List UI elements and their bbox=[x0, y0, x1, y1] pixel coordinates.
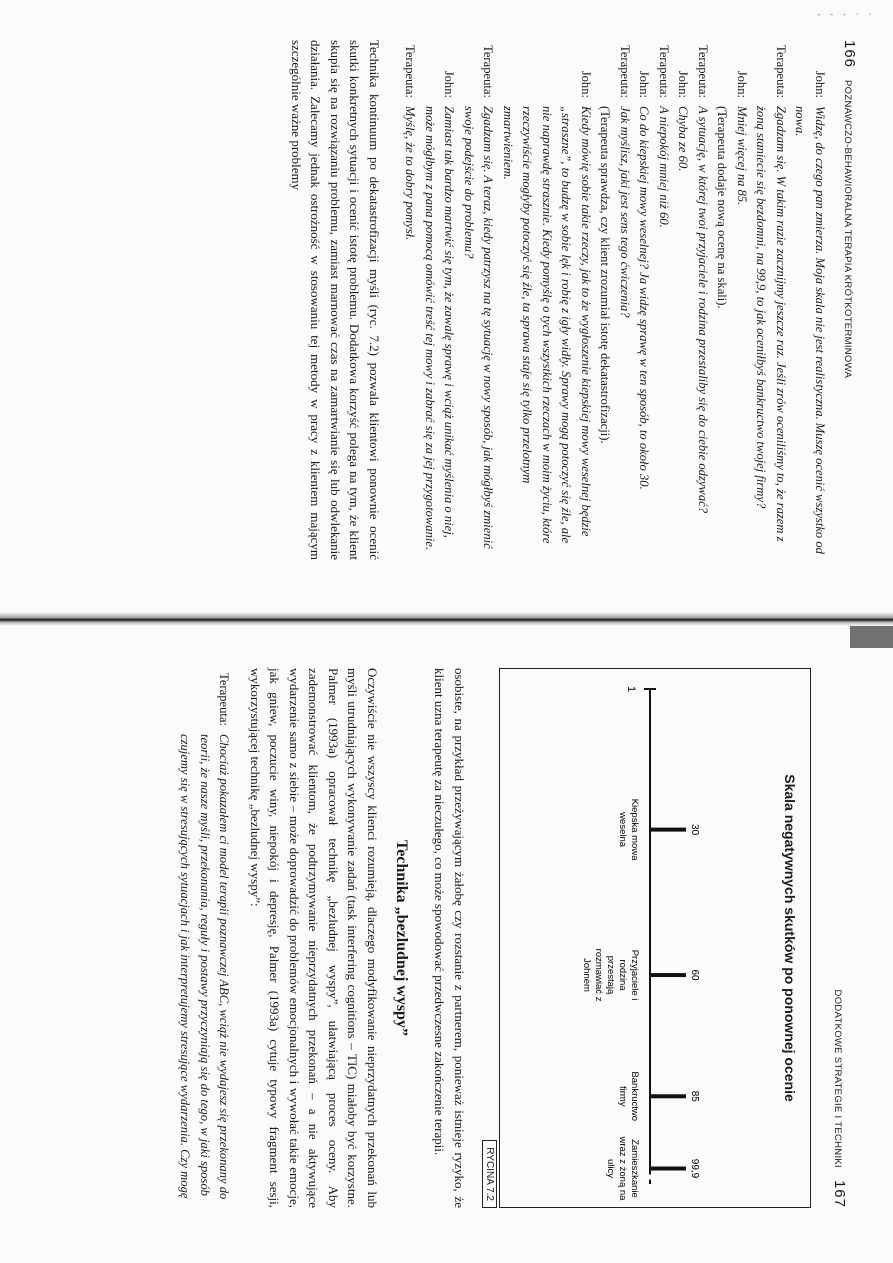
dialog-turn bbox=[420, 40, 459, 560]
dialog-turn bbox=[498, 40, 596, 560]
scale-caption: przestają bbox=[605, 955, 616, 995]
paragraph: Technika kontinuum po dekatastrofizacji myśli (ryc. 7.2) pozwala klientowi ponownie ocenić skutki konkretnych sytuacji i ocenić istotę problemu. Dodatkowa korzyść polega na tym, że klient skupia się na rozwiązaniu problemu, zamiast marnować czas na zamartwianie się lub odwlekanie działania. Zalecamy jednak ostrożność w stosowaniu tej metody w pracy z klientem mającym szczególnie ważne problemy bbox=[289, 40, 382, 560]
speaker-label: John: bbox=[676, 70, 691, 98]
scale-caption: firmy bbox=[617, 1085, 628, 1107]
dialog-block bbox=[400, 40, 829, 560]
section-title: Technika „bezludnej wyspy” bbox=[393, 840, 410, 1036]
speech-text: Mniej więcej na 85. bbox=[735, 106, 749, 206]
speech-text: Kiedy mówię sobie takie rzeczy, jak to że wygłoszenie kiepskiej mowy weselnej będzie „straszne”, to budzę w sobie lęk i robię z igły widły. Sprawy mogą potoczyć się źle, ale nie naprawdę strasznie. Kiedy pomyślę o tych wszystkich rzeczach w moim życiu, które rzeczywiście mogłyby potoczyć się źle, ta sprawa staje się tylko przelotnym zmartwieniem. bbox=[501, 106, 593, 544]
page-166-content bbox=[10, 0, 890, 600]
dialog-block bbox=[175, 668, 234, 1208]
scale-caption: wraz z żoną na bbox=[617, 1136, 628, 1201]
scale-mark bbox=[650, 828, 686, 832]
scale-caption: Bankructwo bbox=[629, 1071, 640, 1122]
speech-text: Zgadzam się. W takim razie zacznijmy jeszcze raz. Jeśli zrów oceniliśmy to, że razem z żoną staniecie się bezdomni, na 99,9, to jak oceniłbyś bankructwo twojej firmy? bbox=[754, 106, 788, 542]
dialog-turn bbox=[654, 40, 674, 560]
speaker-label: Terapeuta: bbox=[618, 45, 632, 98]
speaker-label bbox=[712, 40, 732, 106]
speaker-label: Terapeuta: bbox=[403, 45, 418, 98]
scale-caption: Zamieszkanie bbox=[629, 1139, 640, 1198]
speaker-label: John: bbox=[813, 70, 827, 98]
scale-caption: Johnem bbox=[581, 958, 592, 992]
dialog-turn bbox=[175, 668, 234, 1208]
dialog-turn bbox=[673, 40, 693, 560]
page-166 bbox=[0, 0, 893, 615]
dialog-turn bbox=[732, 40, 752, 560]
dialog-turn bbox=[693, 40, 713, 560]
scale-mark bbox=[650, 973, 686, 977]
scale-caption: rozmawiać z bbox=[593, 948, 604, 1002]
speaker-label: Terapeuta: bbox=[217, 673, 232, 726]
dialog-turn bbox=[459, 40, 498, 560]
dialog-turn bbox=[400, 40, 420, 560]
figure-caption: RYCINA 7.2 bbox=[482, 1140, 497, 1208]
speaker-label: Terapeuta: bbox=[696, 45, 710, 98]
running-head-text: POZNAWCZO-BEHAWIORALNA TERAPIA KRÓTKOTERMINOWA bbox=[842, 80, 853, 379]
speech-text: (Terapeuta dodaje nową ocenę na skali). bbox=[715, 106, 730, 309]
speaker-label: John: bbox=[735, 70, 749, 98]
running-head-167 bbox=[831, 668, 848, 1208]
scale-start-label: 1 bbox=[625, 685, 637, 693]
scale-caption: ulicy bbox=[605, 1159, 616, 1179]
running-head-166 bbox=[841, 40, 858, 560]
paragraph: osobiste, na przykład przeżywającym żałobę czy rozstanie z partnerem, ponieważ istnieje ryzyko, że klient uzna terapeutę za nieczułego, co może spowodować przedwczesne zakończenie terapii. bbox=[432, 668, 467, 1208]
scale-value-label: 85 bbox=[689, 1090, 700, 1102]
speech-text: Myślę, że to dobry pomysł. bbox=[403, 106, 418, 241]
scale-value-label: 99,9 bbox=[689, 1158, 700, 1179]
scale-mark bbox=[650, 1167, 686, 1171]
speech-text: A niepokój mniej niż 60. bbox=[657, 106, 671, 228]
speaker-label: Terapeuta: bbox=[657, 45, 671, 98]
scale-caption: weselna bbox=[617, 812, 628, 848]
dialog-turn bbox=[595, 40, 615, 560]
scale-value-label: 30 bbox=[689, 824, 700, 836]
speech-text: Chociaż pokazałem ci model terapii poznawczej ABC, wciąż nie wydajesz się przekonany do teorii, że nasze myśli, przekonania, reguły i postawy przyczyniają się do tego, w jaki sposób czujemy się w stresujących sytuacjach i jak interpretujemy stresujące wydarzenia. Czy mogę bbox=[178, 734, 232, 1200]
figure-title: Skala negatywnych skutków po ponownej ocenie bbox=[782, 774, 798, 1102]
dialog-turn bbox=[790, 40, 829, 560]
speech-text: A sytuację, w której twoi przyjaciele i rodzina przestaliby się do ciebie odzywać? bbox=[696, 106, 710, 514]
scan-artifact: - - - · · bbox=[817, 10, 875, 19]
dialog-turn bbox=[615, 40, 635, 560]
page-number: 166 bbox=[841, 40, 858, 69]
page-number: 167 bbox=[831, 1179, 848, 1208]
page-167-content bbox=[30, 628, 880, 1248]
page-gutter bbox=[0, 612, 893, 626]
speech-text: Widzę, do czego pan zmierza. Moja skala nie jest realistyczna. Muszę ocenić wszystko od nowa. bbox=[793, 106, 827, 554]
speech-text: (Terapeuta sprawdza, czy klient zrozumiał istotę dekatastrofizacji). bbox=[598, 106, 613, 444]
dialog-turn bbox=[751, 40, 790, 560]
scale-chart bbox=[520, 669, 770, 1207]
speech-text: Co do kiepskiej mowy weselnej? Ja widzę sprawę w ten sposób, to około 30. bbox=[637, 106, 652, 490]
speaker-label: John: bbox=[442, 70, 457, 98]
speaker-label: John: bbox=[579, 70, 593, 98]
scale-caption: Przyjaciele i bbox=[629, 949, 640, 1001]
speaker-label: John: bbox=[637, 70, 652, 98]
scale-mark bbox=[650, 1094, 686, 1098]
figure-7-2 bbox=[484, 668, 811, 1208]
speaker-label: Terapeuta: bbox=[774, 45, 788, 98]
dialog-turn bbox=[712, 40, 732, 560]
speech-text: Chyba ze 60. bbox=[676, 106, 691, 172]
paragraph: Oczywiście nie wszyscy klienci rozumieją, dlaczego modyfikowanie nieprzydatnych przekonań lub myśli utrudniających wykonywanie zadań (task interfering cognitions – TIC) miałoby być korzystne. Palmer (1993a) opracował technikę „bezludnej wyspy”, ułatwiającą proces oceny. Aby zademonstrować klientom, że podtrzymywanie nieprzydatnych przekonań – a nie aktywujące wydarzenie samo z siebie – może doprowadzić do problemów emocjonalnych i wywołać takie emocje, jak gniew, poczucie winy, niepokój i depresję, Palmer (1993a) cytuje typowy fragment sesji, wykorzystującej technikę „bezludnej wyspy”: bbox=[248, 668, 380, 1208]
speaker-label: Terapeuta: bbox=[481, 45, 496, 98]
speech-text: Zamiast tak bardzo martwić się tym, że zawalę sprawę i wciąż unikać myślenia o niej, może mógłbym z pana pomocą omówić treść tej mowy i zabrać się za jej przygotowanie. bbox=[423, 106, 457, 551]
speech-text: Jak myślisz, jaki jest sens tego ćwiczenia? bbox=[618, 106, 632, 318]
speech-text: Zgadzam się. A teraz, kiedy patrzysz na tę sytuację w nowy sposób, jak mógłbyś zmienić swoje podejście do problemu? bbox=[462, 106, 496, 549]
scale-caption: Kiepska mowa bbox=[629, 798, 640, 861]
running-head-text: DODATKOWE STRATEGIE I TECHNIKI bbox=[832, 989, 843, 1168]
dialog-turn bbox=[634, 40, 654, 560]
speaker-label bbox=[595, 40, 615, 106]
scale-caption: rodzina bbox=[617, 959, 628, 991]
scale-value-label: 60 bbox=[689, 969, 700, 981]
page-167 bbox=[0, 628, 893, 1263]
